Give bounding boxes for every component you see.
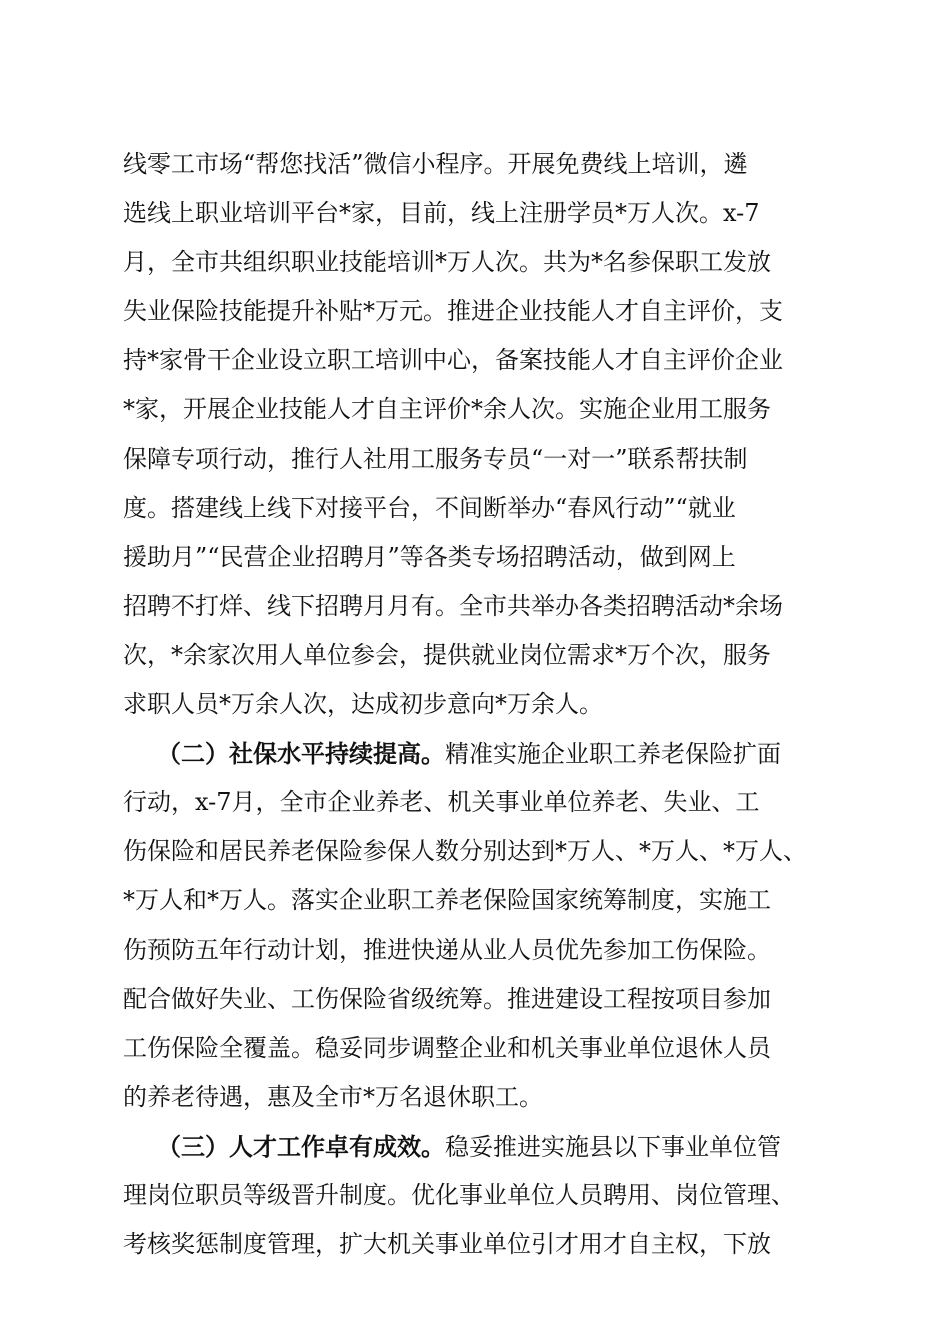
text-line: 伤保险和居民养老保险参保人数分别达到*万人、*万人、*万人、 xyxy=(123,837,807,866)
document-body xyxy=(123,140,838,1269)
section-2-lead-text: 精准实施企业职工养老保险扩面 xyxy=(445,740,781,769)
text-line: 伤预防五年行动计划，推进快递从业人员优先参加工伤保险。 xyxy=(123,935,771,964)
text-line: 的养老待遇，惠及全市*万名退休职工。 xyxy=(123,1082,543,1111)
text-line: 理岗位职员等级晋升制度。优化事业单位人员聘用、岗位管理、 xyxy=(123,1180,795,1209)
text-line: 月，全市共组织职业技能培训*万人次。共为*名参保职工发放 xyxy=(123,248,771,277)
text-line: 度。搭建线上线下对接平台，不间断举办“春风行动”“就业 xyxy=(123,493,736,522)
text-line: 失业保险技能提升补贴*万元。推进企业技能人才自主评价，支 xyxy=(123,297,783,326)
text-line: *家，开展企业技能人才自主评价*余人次。实施企业用工服务 xyxy=(123,395,771,424)
text-line: 工伤保险全覆盖。稳妥同步调整企业和机关事业单位退休人员 xyxy=(123,1033,771,1062)
text-line: 持*家骨干企业设立职工培训中心，备案技能人才自主评价企业 xyxy=(123,346,783,375)
text-line: 保障专项行动，推行人社用工服务专员“一对一”联系帮扶制 xyxy=(123,444,748,473)
text-line: 选线上职业培训平台*家，目前，线上注册学员*万人次。x-7 xyxy=(123,199,760,228)
text-line: *万人和*万人。落实企业职工养老保险国家统筹制度，实施工 xyxy=(123,886,771,915)
text-line: 线零工市场“帮您找活”微信小程序。开展免费线上培训，遴 xyxy=(123,150,748,178)
text-line: 行动，x-7月，全市企业养老、机关事业单位养老、失业、工 xyxy=(123,788,760,817)
section-2-first-line xyxy=(123,729,838,778)
section-3-heading: （三）人才工作卓有成效。 xyxy=(157,1131,445,1161)
text-line: 招聘不打烊、线下招聘月月有。全市共举办各类招聘活动*余场 xyxy=(123,591,783,620)
text-line: 次，*余家次用人单位参会，提供就业岗位需求*万个次，服务 xyxy=(123,640,771,669)
text-line: 援助月”“民营企业招聘月”等各类专场招聘活动，做到网上 xyxy=(123,542,736,571)
section-3-lead-text: 稳妥推进实施县以下事业单位管 xyxy=(445,1132,781,1161)
section-3-first-line xyxy=(123,1122,838,1171)
text-line: 配合做好失业、工伤保险省级统筹。推进建设工程按项目参加 xyxy=(123,984,771,1013)
text-line: 求职人员*万余人次，达成初步意向*万余人。 xyxy=(123,690,603,719)
section-2-heading: （二）社保水平持续提高。 xyxy=(157,739,445,769)
text-line: 考核奖惩制度管理，扩大机关事业单位引才用才自主权，下放 xyxy=(123,1230,771,1259)
